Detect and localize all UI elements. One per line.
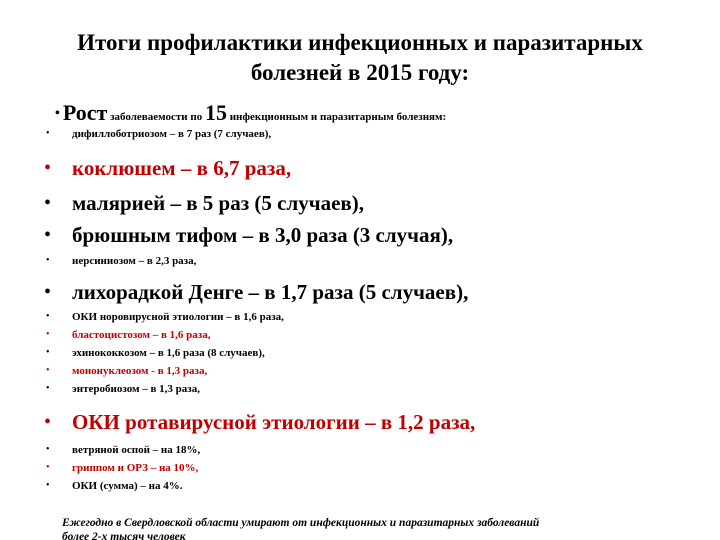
bullet-icon: • bbox=[46, 462, 50, 473]
list-item-text: ОКИ ротавирусной этиологии – в 1,2 раза, bbox=[72, 410, 476, 434]
bullet-icon: • bbox=[46, 347, 50, 358]
list-item-text: лихорадкой Денге – в 1,7 раза (5 случаев), bbox=[72, 280, 469, 304]
bullet-icon: • bbox=[44, 224, 52, 246]
bullet-icon: • bbox=[44, 411, 52, 433]
list-item-text: коклюшем – в 6,7 раза, bbox=[72, 156, 292, 180]
bullet-icon: • bbox=[44, 157, 52, 179]
subheading-word: Рост bbox=[62, 100, 108, 125]
bullet-icon: • bbox=[44, 192, 52, 214]
footer-line-1: Ежегодно в Свердловской области умирают от инфекционных и паразитарных заболеваний bbox=[62, 517, 540, 529]
bullet-icon: • bbox=[46, 365, 50, 376]
list-item-text: гриппом и ОРЗ – на 10%, bbox=[72, 462, 199, 474]
bullet-icon: • bbox=[46, 480, 50, 491]
subheading bbox=[55, 100, 446, 126]
page-title bbox=[30, 28, 690, 88]
subheading-number: 15 bbox=[204, 100, 227, 125]
bullet-icon: • bbox=[44, 281, 52, 303]
list-item-text: брюшным тифом – в 3,0 раза (3 случая), bbox=[72, 223, 454, 247]
bullet-icon: • bbox=[46, 311, 50, 322]
list-item-text: ветряной оспой – на 18%, bbox=[72, 444, 201, 456]
bullet-icon: • bbox=[46, 255, 50, 266]
list-item-text: бластоцистозом – в 1,6 раза, bbox=[72, 329, 211, 341]
bullet-icon: • bbox=[46, 383, 50, 394]
title-line-2: болезней в 2015 году: bbox=[250, 60, 470, 85]
subheading-bullet: • bbox=[55, 106, 60, 121]
title-line-1: Итоги профилактики инфекционных и паразитарных bbox=[77, 30, 643, 55]
subheading-mid: заболеваемости по bbox=[107, 111, 205, 123]
list-item-text: ОКИ (сумма) – на 4%. bbox=[72, 480, 183, 492]
list-item-text: мононуклеозом - в 1,3 раза, bbox=[72, 365, 208, 377]
footer-line-2: более 2-х тысяч человек bbox=[62, 531, 186, 540]
list-item-text: иерсиниозом – в 2,3 раза, bbox=[72, 255, 197, 267]
bullet-icon: • bbox=[46, 444, 50, 455]
bullet-icon: • bbox=[46, 329, 50, 340]
list-item-text: ОКИ норовирусной этиологии – в 1,6 раза, bbox=[72, 311, 284, 323]
bullet-icon: • bbox=[46, 128, 50, 139]
list-item-text: эхинококкозом – в 1,6 раза (8 случаев), bbox=[72, 347, 265, 359]
list-item-text: энтеробиозом – в 1,3 раза, bbox=[72, 383, 200, 395]
list-item-text: малярией – в 5 раз (5 случаев), bbox=[72, 191, 364, 215]
list-item-text: дифиллоботриозом – в 7 раз (7 случаев), bbox=[72, 128, 272, 140]
footer-note bbox=[62, 516, 702, 540]
subheading-tail: инфекционным и паразитарным болезням: bbox=[226, 111, 447, 123]
